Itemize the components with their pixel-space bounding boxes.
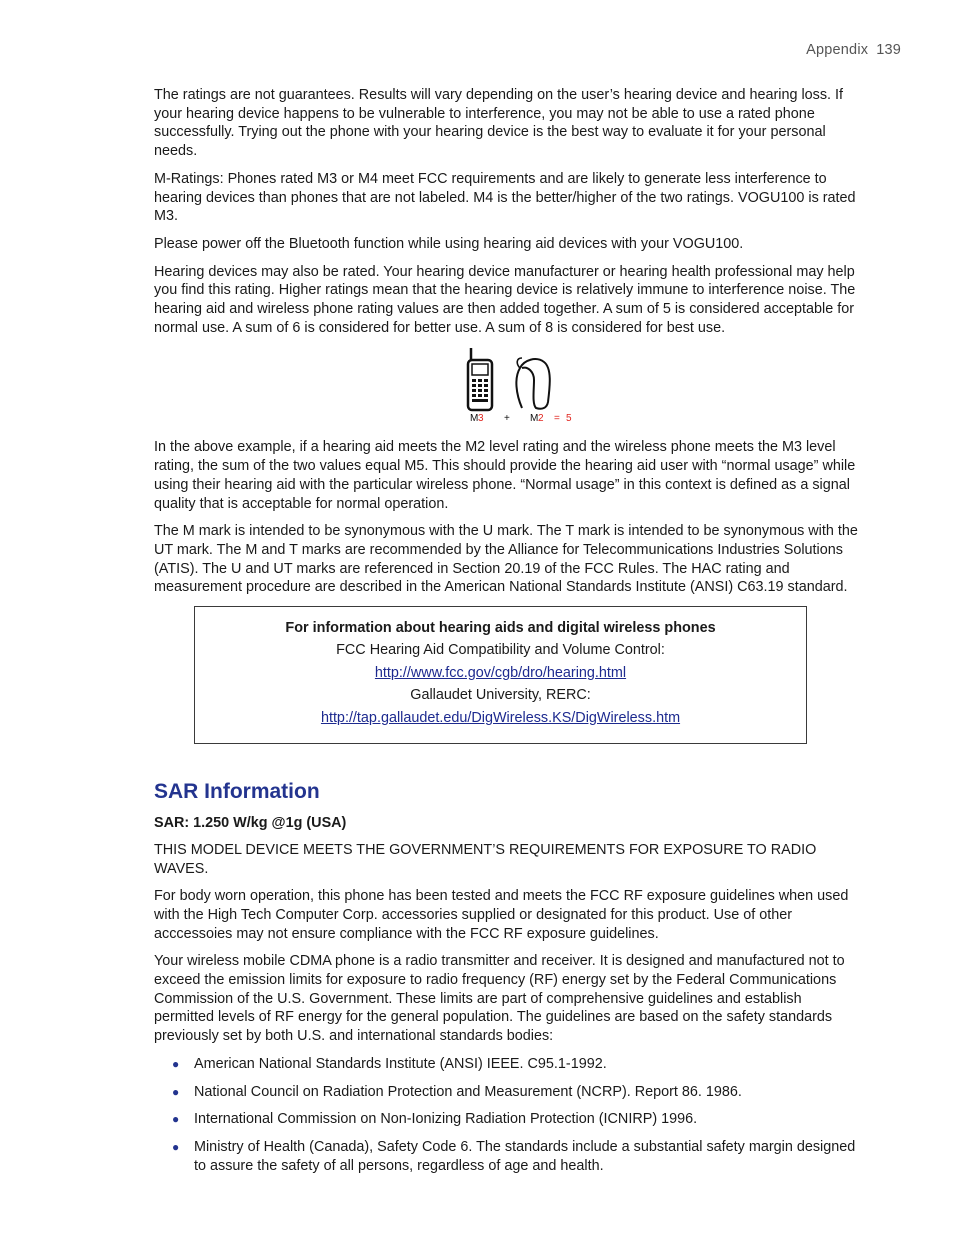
paragraph-ratings-not-guarantees: The ratings are not guarantees. Results will vary depending on the user’s hearing device and hearing loss. If your hearing device happens to be vulnerable to interference, you may not be able to use a rated phone successfully. Trying out the phone with your hearing device is the best way to evaluate it for your personal needs. [154, 87, 844, 160]
sar-heading: SAR Information [154, 780, 320, 804]
paragraph-example-explanation: In the above example, if a hearing aid meets the M2 level rating and the wireless phone meets the M3 level rating, the sum of the two values equal M5. This should provide the hearing aid user with “normal usage” while using their hearing aid with the particular wireless phone. “Normal usage” in this context is defined as a signal quality that is acceptable for normal operation. [154, 439, 856, 512]
list-item-text: International Commission on Non-Ionizing Radiation Protection (ICNIRP) 1996. [194, 1111, 698, 1128]
gallaudet-label: Gallaudet University, RERC: [410, 687, 591, 704]
paragraph-bluetooth-note: Please power off the Bluetooth function while using hearing aid devices with your VOGU100. [154, 235, 744, 252]
list-item [172, 1110, 860, 1129]
bullet-icon: ● [172, 1056, 180, 1071]
hearing-aid-info-box [194, 606, 807, 744]
aid-rating-value: 2 [538, 413, 544, 425]
aid-rating-prefix: M [530, 413, 539, 425]
phone-rating-prefix: M [470, 413, 479, 425]
bullet-icon: ● [172, 1112, 180, 1127]
sar-value-label: SAR: 1.250 W/kg @1g (USA) [154, 815, 347, 832]
fcc-link[interactable]: http://www.fcc.gov/cgb/dro/hearing.html [374, 664, 627, 681]
page-content [154, 86, 860, 1184]
list-item-text: American National Standards Institute (ANSI) IEEE. C95.1-1992. [194, 1055, 607, 1072]
phone-rating-value: 3 [478, 413, 484, 425]
header-section: Appendix [806, 42, 869, 58]
page-number: 139 [876, 42, 901, 58]
list-item [172, 1055, 860, 1074]
paragraph-m-ratings: M-Ratings: Phones rated M3 or M4 meet FCC requirements and are likely to generate less interference to hearing devices than phones that are not labeled. M4 is the better/higher of the two ratings. VOGU100 is rated M3. [154, 170, 856, 225]
list-item [172, 1083, 860, 1102]
hac-rating-figure [154, 346, 860, 428]
page-header [806, 42, 901, 58]
sar-paragraph-requirements: THIS MODEL DEVICE MEETS THE GOVERNMENT’S REQUIREMENTS FOR EXPOSURE TO RADIO WAVES. [154, 841, 817, 877]
bullet-icon: ● [172, 1084, 180, 1099]
hac-rating-illustration [464, 346, 584, 426]
rating-sum: 5 [566, 413, 572, 425]
mobile-phone-icon [468, 348, 492, 410]
list-item [172, 1138, 860, 1175]
gallaudet-link[interactable]: http://tap.gallaudet.edu/DigWireless.KS/DigWireless.htm [320, 709, 681, 726]
list-item-text: Ministry of Health (Canada), Safety Code 6. The standards include a substantial safety margin designed to assure the safety of all persons, regardless of age and health. [194, 1138, 856, 1174]
equals-sign: = [554, 413, 560, 425]
sar-paragraph-cdma: Your wireless mobile CDMA phone is a radio transmitter and receiver. It is designed and manufactured not to exceed the emission limits for exposure to radio frequency (RF) energy set by the Federal Communications Commission of the U.S. Government. These limits are part of comprehensive guidelines and establish permitted levels of RF energy for the general population. The guidelines are based on the safety standards previously set by both U.S. and international standards bodies: [154, 953, 845, 1045]
paragraph-hearing-devices-rated: Hearing devices may also be rated. Your hearing device manufacturer or hearing health professional may help you find this rating. Higher ratings mean that the hearing device is relatively immune to interference noise. The hearing aid and wireless phone rating values are then added together. A sum of 5 is considered acceptable for normal use. A sum of 6 is considered for better use. A sum of 8 is considered for best use. [154, 263, 856, 336]
list-item-text: National Council on Radiation Protection and Measurement (NCRP). Report 86. 1986. [194, 1083, 742, 1100]
infobox-title: For information about hearing aids and digital wireless phones [285, 620, 716, 637]
fcc-label: FCC Hearing Aid Compatibility and Volume Control: [336, 642, 665, 659]
hearing-aid-icon [516, 358, 549, 409]
sar-paragraph-body-worn: For body worn operation, this phone has been tested and meets the FCC RF exposure guidelines when used with the High Tech Computer Corp. accessories supplied or designated for this product. Use of other acccessoies may not ensure compliance with the FCC RF exposure guidelines. [154, 888, 849, 942]
bullet-icon: ● [172, 1139, 180, 1154]
plus-sign: + [504, 413, 510, 425]
standards-list [154, 1055, 860, 1176]
paragraph-m-and-t-marks: The M mark is intended to be synonymous with the U mark. The T mark is intended to be synonymous with the UT mark. The M and T marks are recommended by the Alliance for Telecommunications Industries Solutions (ATIS). The U and UT marks are referenced in Section 20.19 of the FCC Rules. The HAC rating and measurement procedure are described in the American National Standards Institute (ANSI) C63.19 standard. [154, 523, 858, 596]
